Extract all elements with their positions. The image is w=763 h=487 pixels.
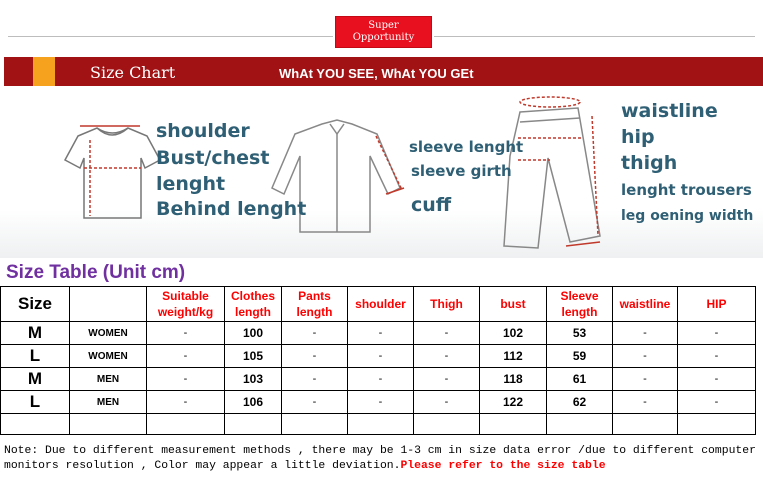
tshirt-label-shoulder: shoulder: [156, 120, 250, 142]
cell-bust: 118: [480, 368, 547, 391]
cell-thigh: -: [414, 368, 480, 391]
header-size: Size: [1, 287, 70, 322]
size-table: [0, 286, 756, 435]
super-opportunity-badge: [335, 16, 432, 48]
cell-size: L: [1, 391, 70, 414]
cell-bust: 102: [480, 322, 547, 345]
tshirt-label-length: lenght: [156, 173, 226, 195]
header-sleeve-length: Sleeve length: [547, 287, 613, 322]
cell-sleeve-length: 62: [547, 391, 613, 414]
table-row: [1, 391, 756, 414]
cell-size: M: [1, 368, 70, 391]
cell-hip: -: [678, 345, 756, 368]
cell-pants-length: -: [282, 322, 348, 345]
header-shoulder: shoulder: [348, 287, 414, 322]
cell-pants-length: -: [282, 345, 348, 368]
cell-shoulder: -: [348, 391, 414, 414]
cell-sleeve-length: 53: [547, 322, 613, 345]
size-chart-title: Size Chart: [90, 63, 176, 82]
trousers-label-waistline: waistline: [621, 100, 718, 122]
table-row: [1, 368, 756, 391]
cell-thigh: -: [414, 391, 480, 414]
cell-pants-length: -: [282, 368, 348, 391]
header-divider-right: [434, 36, 755, 37]
trousers-diagram-icon: [504, 108, 600, 248]
cell-weight: -: [147, 345, 225, 368]
shirt-label-cuff: cuff: [411, 194, 452, 216]
header-gender: [70, 287, 147, 322]
cell-thigh: -: [414, 322, 480, 345]
tshirt-label-bust: Bust/chest: [156, 147, 270, 169]
header-thigh: Thigh: [414, 287, 480, 322]
cell-clothes-length: 100: [225, 322, 282, 345]
header-divider-left: [8, 36, 333, 37]
header-hip: HIP: [678, 287, 756, 322]
cell-sleeve-length: 59: [547, 345, 613, 368]
table-row-empty: [1, 414, 756, 435]
cell-weight: -: [147, 391, 225, 414]
shirt-label-sleeve-girth: sleeve girth: [411, 162, 512, 180]
cell-thigh: -: [414, 345, 480, 368]
cell-shoulder: -: [348, 345, 414, 368]
cell-shoulder: -: [348, 368, 414, 391]
header-clothes-length: Clothes length: [225, 287, 282, 322]
cell-bust: 112: [480, 345, 547, 368]
cell-clothes-length: 106: [225, 391, 282, 414]
note-emphasis: Please refer to the size table: [400, 460, 606, 472]
badge-line1: Super: [368, 20, 399, 31]
cell-waistline: -: [613, 391, 678, 414]
cell-gender: MEN: [70, 391, 147, 414]
cell-clothes-length: 105: [225, 345, 282, 368]
cell-gender: MEN: [70, 368, 147, 391]
trousers-label-hip: hip: [621, 126, 655, 148]
header-bust: bust: [480, 287, 547, 322]
measurement-illustration: [0, 86, 763, 258]
header-pants-length: Pants length: [282, 287, 348, 322]
cell-weight: -: [147, 368, 225, 391]
cell-sleeve-length: 61: [547, 368, 613, 391]
cell-size: M: [1, 322, 70, 345]
measurement-note: [4, 444, 759, 474]
size-table-title: Size Table (Unit cm): [6, 262, 186, 283]
tshirt-label-behind-length: Behind lenght: [156, 198, 307, 220]
trousers-label-leg-opening: leg oening width: [621, 208, 754, 224]
cell-hip: -: [678, 322, 756, 345]
cell-waistline: -: [613, 368, 678, 391]
header-waistline: waistline: [613, 287, 678, 322]
cell-pants-length: -: [282, 391, 348, 414]
size-table-header-row: [1, 287, 756, 322]
shirt-label-sleeve-length: sleeve lenght: [409, 138, 524, 156]
table-row: [1, 345, 756, 368]
cell-size: L: [1, 345, 70, 368]
note-text: Note: Due to different measurement methods , there may be 1-3 cm in size data error /due to different computer monitors resolution , Color may appear a little deviation.: [4, 445, 756, 472]
table-row: [1, 322, 756, 345]
header-weight: Suitable weight/kg: [147, 287, 225, 322]
banner-slogan: WhAt YOU SEE, WhAt YOU GEt: [279, 66, 474, 81]
cell-weight: -: [147, 322, 225, 345]
cell-waistline: -: [613, 322, 678, 345]
cell-gender: WOMEN: [70, 345, 147, 368]
cell-waistline: -: [613, 345, 678, 368]
tshirt-diagram-icon: [65, 128, 160, 218]
cell-hip: -: [678, 391, 756, 414]
cell-hip: -: [678, 368, 756, 391]
badge-line2: Opportunity: [352, 32, 415, 43]
trousers-label-length: lenght trousers: [621, 181, 752, 199]
cell-gender: WOMEN: [70, 322, 147, 345]
cell-clothes-length: 103: [225, 368, 282, 391]
cell-shoulder: -: [348, 322, 414, 345]
cell-bust: 122: [480, 391, 547, 414]
trousers-label-thigh: thigh: [621, 152, 678, 174]
